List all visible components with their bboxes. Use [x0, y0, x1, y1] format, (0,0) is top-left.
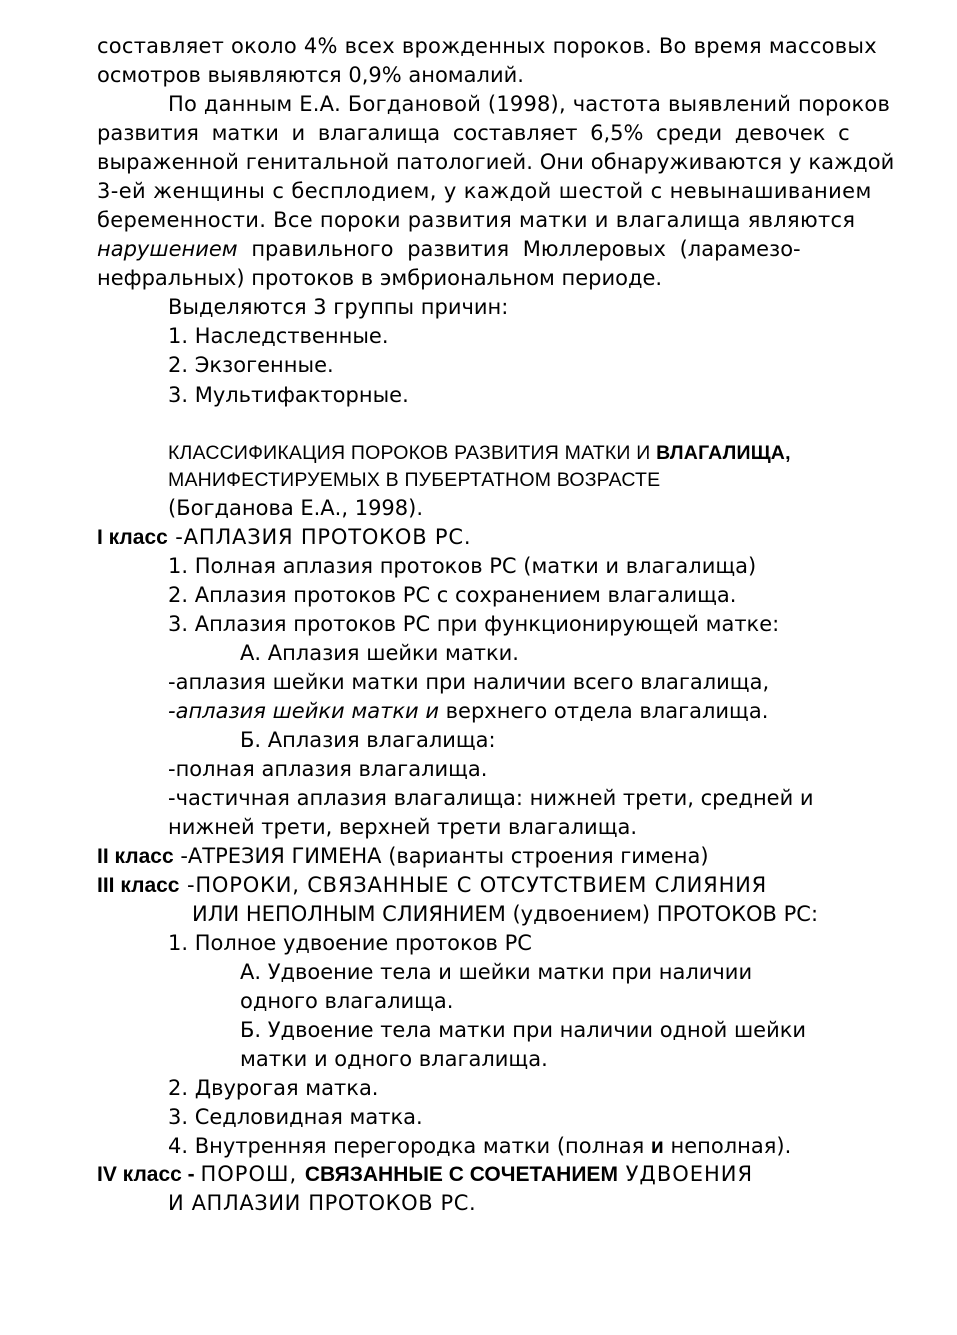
list-item: 1. Полное удвоение протоков РС [168, 931, 532, 955]
list-item: 1. Полная аплазия протоков РС (матки и влагалища) [168, 554, 757, 578]
text-line: составляет около 4% всех врожденных пороков. Во время массовых [97, 34, 877, 58]
text-span: верхнего отдела влагалища. [438, 699, 769, 723]
text-line: нефральных) протоков в эмбриональном периоде. [97, 266, 663, 290]
class-title: УДВОЕНИЯ [617, 1162, 754, 1186]
title-text-bold: ВЛАГАЛИЩА, [656, 442, 791, 464]
italic-text: нарушением [97, 237, 238, 261]
sub-item: -частичная аплазия влагалища: нижней трети, средней и [168, 786, 814, 810]
class-title-bold: СВЯЗАННЫЕ С СОЧЕТАНИЕМ [304, 1163, 618, 1186]
sub-item: одного влагалища. [240, 989, 454, 1013]
text-span: 4. Внутренняя перегородка матки (полная [168, 1134, 651, 1158]
list-item: 2. Двурогая матка. [168, 1076, 379, 1100]
class-label: II класс [97, 845, 174, 868]
sub-item: А. Аплазия шейки матки. [240, 641, 519, 665]
causes-heading: Выделяются 3 группы причин: [168, 295, 509, 319]
classification-source: (Богданова Е.А., 1998). [168, 496, 424, 520]
sub-item: нижней трети, верхней трети влагалища. [168, 815, 638, 839]
text-line: 3-ей женщины с бесплодием, у каждой шестой с невынашиванием [97, 179, 872, 203]
class-title: И АПЛАЗИИ ПРОТОКОВ РС. [168, 1191, 477, 1215]
text-line: беременности. Все пороки развития матки и влагалища являются [97, 208, 856, 232]
class-title: ПОРОШ, [200, 1162, 305, 1186]
text-line [97, 235, 801, 264]
classification-title: МАНИФЕСТИРУЕМЫХ В ПУБЕРТАТНОМ ВОЗРАСТЕ [168, 469, 661, 491]
text-span: неполная). [663, 1134, 792, 1158]
italic-text: -аплазия шейки матки и [168, 699, 439, 723]
list-item [168, 1132, 791, 1161]
class-heading [97, 1160, 753, 1189]
sub-item: матки и одного влагалища. [240, 1047, 548, 1071]
sub-item: -аплазия шейки матки при наличии всего влагалища, [168, 670, 770, 694]
text-line: развития матки и влагалища составляет 6,5% среди девочек с [97, 121, 850, 145]
class-heading [97, 842, 709, 871]
class-label: III класс [97, 874, 180, 897]
list-item: 1. Наследственные. [168, 324, 389, 348]
class-label: IV класс - [97, 1163, 201, 1186]
sub-item: Б. Удвоение тела матки при наличии одной шейки [240, 1018, 807, 1042]
classification-title [168, 439, 791, 468]
class-heading [97, 523, 471, 552]
class-title: -ПОРОКИ, СВЯЗАННЫЕ С ОТСУТСТВИЕМ СЛИЯНИЯ [179, 873, 768, 897]
sub-item: -полная аплазия влагалища. [168, 757, 488, 781]
text-span: правильного развития Мюллеровых (ларамезо- [237, 237, 801, 261]
list-item: 2. Экзогенные. [168, 353, 334, 377]
sub-item: А. Удвоение тела и шейки матки при наличии [240, 960, 753, 984]
title-text: КЛАССИФИКАЦИЯ ПОРОКОВ РАЗВИТИЯ МАТКИ И [168, 442, 657, 464]
text-line: осмотров выявляются 0,9% аномалий. [97, 63, 524, 87]
list-item: 3. Аплазия протоков РС при функционирующей матке: [168, 612, 780, 636]
class-title: ИЛИ НЕПОЛНЫМ СЛИЯНИЕМ (удвоением) ПРОТОКОВ РС: [192, 902, 819, 926]
sub-item [168, 697, 768, 726]
class-title: -АПЛАЗИЯ ПРОТОКОВ РС. [167, 525, 472, 549]
list-item: 3. Седловидная матка. [168, 1105, 423, 1129]
class-title: -АТРЕЗИЯ ГИМЕНА (варианты строения гимена) [173, 844, 709, 868]
list-item: 3. Мультифакторные. [168, 383, 409, 407]
sub-item: Б. Аплазия влагалища: [240, 728, 496, 752]
class-label: I класс [97, 526, 168, 549]
text-line: выраженной генитальной патологией. Они обнаруживаются у каждой [97, 150, 895, 174]
class-heading [97, 871, 767, 900]
text-line: По данным Е.А. Богдановой (1998), частота выявлений пороков [168, 92, 891, 116]
bold-text: и [650, 1135, 664, 1158]
list-item: 2. Аплазия протоков РС с сохранением влагалища. [168, 583, 737, 607]
